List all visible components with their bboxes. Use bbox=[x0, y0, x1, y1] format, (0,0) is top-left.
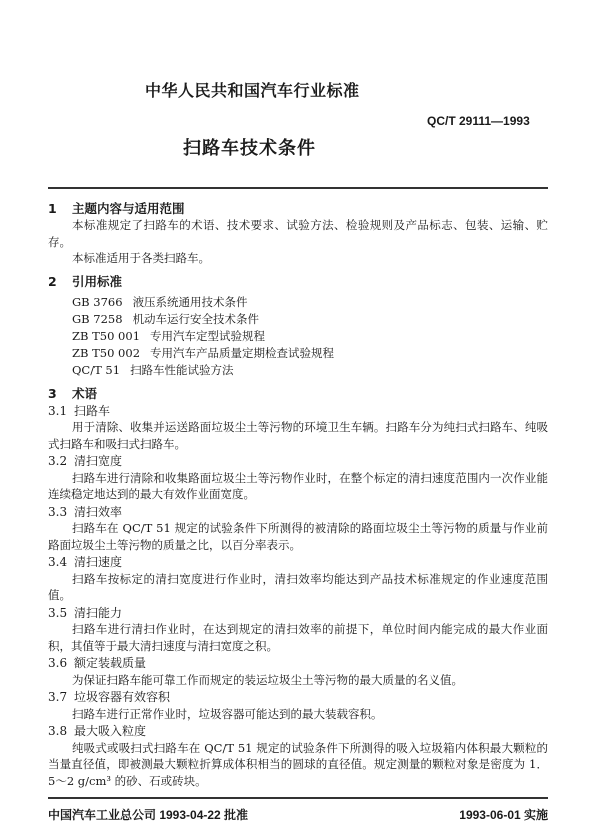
term-title: 额定装载质量 bbox=[74, 656, 147, 670]
term-number: 3.1 bbox=[48, 403, 68, 418]
reference-list bbox=[48, 294, 548, 379]
effective-date: 1993-06-01 实施 bbox=[459, 808, 548, 822]
term-definition: 扫路车在 QC/T 51 规定的试验条件下所测得的被清除的路面垃圾尘土等污物的质量与作业前路面垃圾尘土等污物的质量之比，以百分率表示。 bbox=[48, 521, 548, 552]
term-heading bbox=[48, 605, 548, 622]
term-heading bbox=[48, 723, 548, 740]
reference-code: GB 3766 bbox=[72, 294, 123, 309]
term-title: 最大吸入粒度 bbox=[74, 724, 147, 738]
term-number: 3.3 bbox=[48, 504, 68, 519]
section-number: 1 bbox=[48, 201, 57, 216]
term-number: 3.2 bbox=[48, 454, 68, 468]
reference-code: QC/T 51 bbox=[72, 362, 121, 377]
term-heading bbox=[48, 554, 548, 571]
reference-item bbox=[72, 345, 548, 362]
term-definition: 扫路车进行正常作业时，垃圾容器可能达到的最大装载容积。 bbox=[72, 706, 383, 721]
term-heading bbox=[48, 403, 548, 420]
reference-title: 专用汽车定型试验规程 bbox=[150, 328, 266, 343]
section-1-heading bbox=[48, 200, 548, 217]
term-definition: 用于清除、收集并运送路面垃圾尘土等污物的环境卫生车辆。扫路车分为纯扫式扫路车、纯吸式扫路车和吸扫式扫路车。 bbox=[48, 420, 548, 451]
document-body bbox=[48, 200, 548, 823]
section-3-heading bbox=[48, 385, 548, 402]
paragraph: 本标准适用于各类扫路车。 bbox=[72, 251, 210, 265]
section-number: 3 bbox=[48, 385, 57, 401]
reference-item bbox=[72, 311, 548, 328]
term-definition: 扫路车进行清除和收集路面垃圾尘土等污物作业时，在整个标定的清扫速度范围内一次作业能连续稳定地达到的最大有效作业面宽度。 bbox=[48, 470, 548, 501]
reference-title: 扫路车性能试验方法 bbox=[130, 362, 234, 377]
reference-title: 液压系统通用技术条件 bbox=[132, 294, 248, 309]
term-heading bbox=[48, 689, 548, 706]
term-title: 清扫能力 bbox=[74, 605, 123, 620]
section-title: 引用标准 bbox=[72, 273, 123, 289]
term-definition: 纯吸式或吸扫式扫路车在 QC/T 51 规定的试验条件下所测得的吸入垃圾箱内体积最大颗粒的当量直径值，即被测最大颗粒折算成体积相当的圆球的直径值。规定测量的颗粒对象是密度为 1．5～2 g/cm³ 的砂、石或砖块。 bbox=[48, 740, 548, 788]
term-title: 垃圾容器有效容积 bbox=[74, 690, 171, 704]
paragraph: 本标准规定了扫路车的术语、技术要求、试验方法、检验规则及产品标志、包装、运输、贮存。 bbox=[48, 218, 548, 249]
term-number: 3.7 bbox=[48, 690, 68, 704]
reference-item bbox=[72, 294, 548, 311]
reference-title: 机动车运行安全技术条件 bbox=[132, 311, 260, 326]
standard-code: QC/T 29111—1993 bbox=[427, 114, 530, 128]
term-number: 3.4 bbox=[48, 555, 68, 569]
footer bbox=[48, 807, 548, 823]
section-title: 主题内容与适用范围 bbox=[72, 201, 185, 216]
header-rule bbox=[48, 187, 548, 189]
reference-code: ZB T50 001 bbox=[72, 328, 141, 343]
term-title: 清扫宽度 bbox=[74, 454, 123, 468]
footer-rule bbox=[48, 797, 548, 799]
term-title: 扫路车 bbox=[74, 403, 111, 418]
term-definition: 扫路车按标定的清扫宽度进行作业时，清扫效率均能达到产品技术标准规定的作业速度范围值。 bbox=[48, 571, 548, 602]
reference-code: ZB T50 002 bbox=[72, 345, 141, 360]
section-title: 术语 bbox=[72, 385, 98, 401]
reference-title: 专用汽车产品质量定期检查试验规程 bbox=[150, 345, 335, 360]
term-definition: 扫路车进行清扫作业时，在达到规定的清扫效率的前提下，单位时间内能完成的最大作业面积，其值等于最大清扫速度与清扫宽度之积。 bbox=[48, 622, 548, 653]
approval-line: 中国汽车工业总公司 1993-04-22 批准 bbox=[48, 808, 249, 822]
section-2-heading bbox=[48, 273, 548, 290]
term-number: 3.6 bbox=[48, 656, 68, 670]
term-heading bbox=[48, 655, 548, 672]
term-heading bbox=[48, 504, 548, 521]
reference-item bbox=[72, 328, 548, 345]
term-title: 清扫速度 bbox=[74, 555, 123, 569]
term-number: 3.8 bbox=[48, 724, 68, 738]
reference-item bbox=[72, 362, 548, 379]
term-title: 清扫效率 bbox=[74, 504, 123, 519]
term-heading bbox=[48, 453, 548, 470]
reference-code: GB 7258 bbox=[72, 311, 123, 326]
issuer-title: 中华人民共和国汽车行业标准 bbox=[145, 81, 360, 100]
term-definition: 为保证扫路车能可靠工作而规定的装运垃圾尘土等污物的最大质量的名义值。 bbox=[72, 672, 463, 687]
document-title: 扫路车技术条件 bbox=[183, 138, 316, 159]
section-number: 2 bbox=[48, 273, 57, 289]
term-number: 3.5 bbox=[48, 605, 68, 620]
